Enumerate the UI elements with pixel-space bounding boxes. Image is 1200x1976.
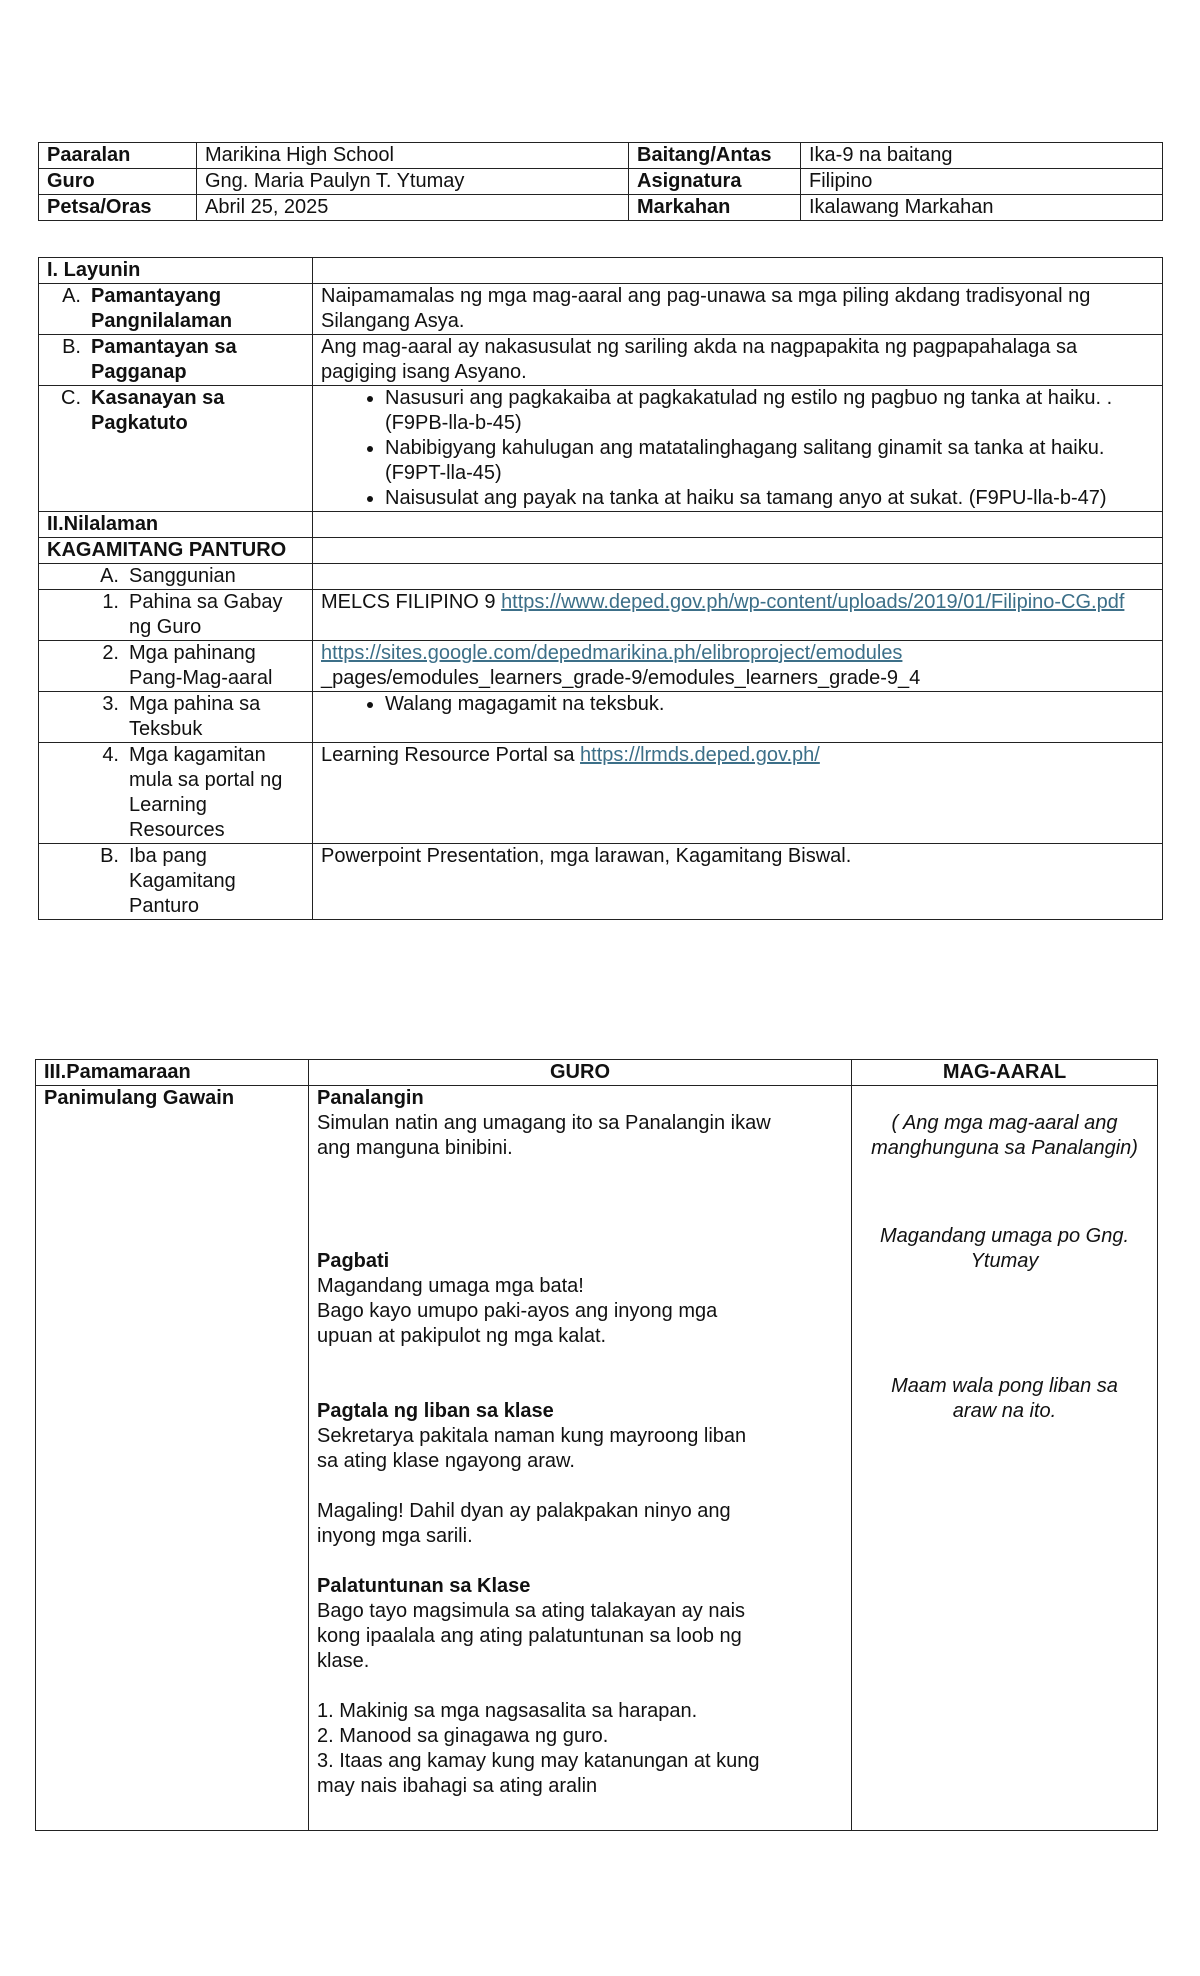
greeting-title: Pagbati — [317, 1250, 390, 1272]
list-item: • Naisusulat ang payak na tanka at haiku sa tamang anyo at sukat. (F9PU-lla-b-47) — [385, 486, 1154, 511]
portal-text: Learning Resource Portal sa https://lrmds.deped.gov.ph/ — [313, 743, 1163, 844]
competency-label: C. Kasanayan sa Pagkatuto — [39, 386, 313, 512]
rules-title: Palatuntunan sa Klase — [317, 1575, 531, 1597]
date-value: Abril 25, 2025 — [197, 195, 629, 221]
textbook-label: 3. Mga pahina sa Teksbuk — [39, 692, 313, 743]
rule-item: 1. Makinig sa mga nagsasalita sa harapan. — [317, 1700, 698, 1722]
school-value: Marikina High School — [197, 143, 629, 169]
grade-value: Ika-9 na baitang — [801, 143, 1163, 169]
content-title: II.Nilalaman — [39, 512, 313, 538]
teacher-label: Guro — [39, 169, 197, 195]
prayer-title: Panalangin — [317, 1087, 424, 1109]
header-table — [38, 142, 1163, 221]
list-item: • Nasusuri ang pagkakaiba at pagkakatulad ng estilo ng pagbuo ng tanka at haiku. . (F9PB-lla-b-45) — [385, 386, 1154, 436]
teacher-activities — [309, 1086, 852, 1831]
performance-standard-text: Ang mag-aaral ay nakasusulat ng sariling akda na nagpapakita ng pagpapahalaga sa pagiging isang Asyano. — [313, 335, 1163, 386]
objectives-title: I. Layunin — [39, 258, 313, 284]
learner-pages-link[interactable]: https://sites.google.com/depedmarikina.ph/elibroproject/emodules — [321, 642, 903, 664]
subject-label: Asignatura — [629, 169, 801, 195]
list-item: • Walang magagamit na teksbuk. — [385, 692, 1154, 717]
school-label: Paaralan — [39, 143, 197, 169]
other-materials-text: Powerpoint Presentation, mga larawan, Kagamitang Biswal. — [313, 844, 1163, 920]
attendance-text: Sekretarya pakitala naman kung mayroong liban sa ating klase ngayong araw. — [317, 1425, 747, 1472]
quarter-label: Markahan — [629, 195, 801, 221]
attendance-praise: Magaling! Dahil dyan ay palakpakan ninyo ang inyong mga sarili. — [317, 1500, 731, 1547]
date-label: Petsa/Oras — [39, 195, 197, 221]
procedure-table — [35, 1059, 1158, 1831]
list-item: • Nabibigyang kahulugan ang matatalinghagang salitang ginamit sa tanka at haiku. (F9PT-lla-45) — [385, 436, 1154, 486]
other-materials-label: B. Iba pang Kagamitang Panturo — [39, 844, 313, 920]
learner-pages-text: https://sites.google.com/depedmarikina.ph/elibroproject/emodules _pages/emodules_learners_grade-9/emodules_learners_grade-9_4 — [313, 641, 1163, 692]
prayer-response: ( Ang mga mag-aaral ang manghunguna sa Panalangin) — [871, 1112, 1138, 1159]
subject-value: Filipino — [801, 169, 1163, 195]
teacher-guide-text: MELCS FILIPINO 9 https://www.deped.gov.ph/wp-content/uploads/2019/01/Filipino-CG.pdf — [313, 590, 1163, 641]
rules-intro: Bago tayo magsimula sa ating talakayan ay nais kong ipaalala ang ating palatuntunan sa loob ng klase. — [317, 1600, 746, 1672]
teacher-value: Gng. Maria Paulyn T. Ytumay — [197, 169, 629, 195]
learner-pages-label: 2. Mga pahinang Pang-Mag-aaral — [39, 641, 313, 692]
section-label: Panimulang Gawain — [36, 1086, 309, 1831]
teacher-guide-link[interactable]: https://www.deped.gov.ph/wp-content/uploads/2019/01/Filipino-CG.pdf — [501, 591, 1125, 613]
competency-list — [313, 386, 1163, 512]
greeting-response: Magandang umaga po Gng. Ytumay — [879, 1225, 1130, 1272]
student-responses — [852, 1086, 1158, 1831]
attendance-title: Pagtala ng liban sa klase — [317, 1400, 554, 1422]
references-label: A. Sanggunian — [39, 564, 313, 590]
materials-title: KAGAMITANG PANTURO — [39, 538, 313, 564]
procedure-col-header: III.Pamamaraan — [36, 1060, 309, 1086]
teacher-col-header: GURO — [309, 1060, 852, 1086]
content-standard-label: A. Pamantayang Pangnilalaman — [39, 284, 313, 335]
greeting-instruction: Bago kayo umupo paki-ayos ang inyong mga upuan at pakipulot ng mga kalat. — [317, 1300, 718, 1347]
greeting-line: Magandang umaga mga bata! — [317, 1275, 584, 1297]
rule-item: 3. Itaas ang kamay kung may katanungan at kung may nais ibahagi sa ating aralin — [317, 1750, 760, 1797]
performance-standard-label: B. Pamantayan sa Pagganap — [39, 335, 313, 386]
student-col-header: MAG-AARAL — [852, 1060, 1158, 1086]
prayer-text: Simulan natin ang umagang ito sa Panalangin ikaw ang manguna binibini. — [317, 1112, 771, 1159]
teacher-guide-label: 1. Pahina sa Gabay ng Guro — [39, 590, 313, 641]
portal-link[interactable]: https://lrmds.deped.gov.ph/ — [580, 744, 820, 766]
grade-label: Baitang/Antas — [629, 143, 801, 169]
quarter-value: Ikalawang Markahan — [801, 195, 1163, 221]
attendance-response: Maam wala pong liban sa araw na ito. — [891, 1375, 1118, 1422]
textbook-text — [313, 692, 1163, 743]
content-standard-text: Naipamamalas ng mga mag-aaral ang pag-unawa sa mga piling akdang tradisyonal ng Silangang Asya. — [313, 284, 1163, 335]
rule-item: 2. Manood sa ginagawa ng guro. — [317, 1725, 609, 1747]
objectives-table — [38, 257, 1163, 920]
portal-label: 4. Mga kagamitan mula sa portal ng Learning Resources — [39, 743, 313, 844]
